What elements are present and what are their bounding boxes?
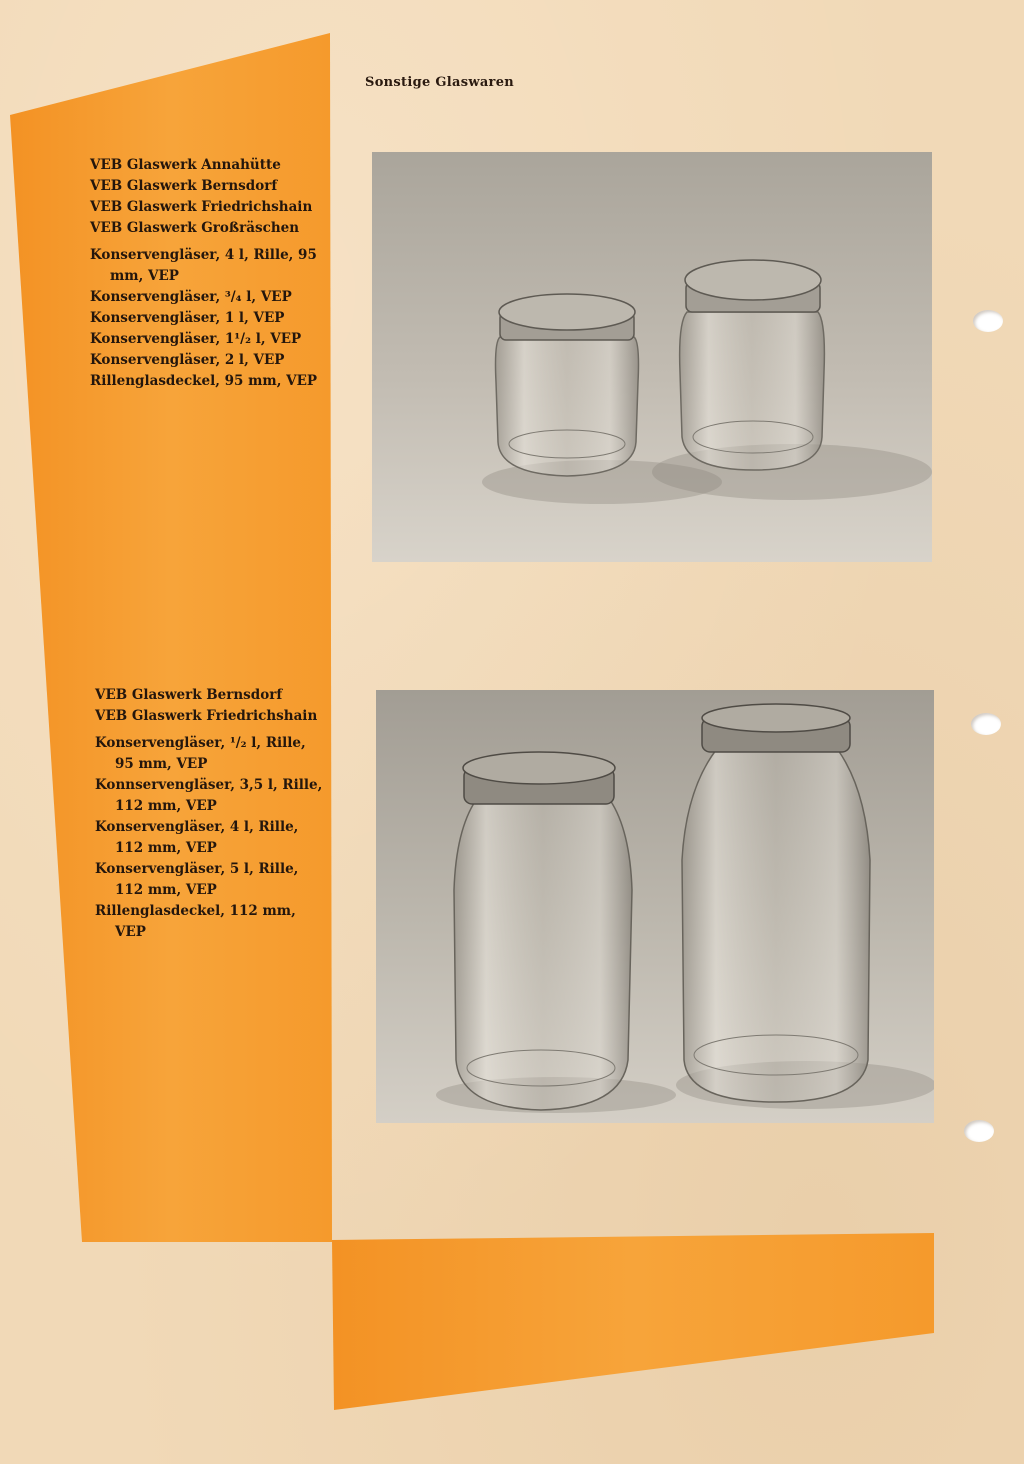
product-item: Konservengläser, 1¹/₂ l, VEP <box>90 331 302 347</box>
jar-photo-large <box>376 690 934 1123</box>
product-item: Konservengläser, 5 l, Rille, 112 mm, VEP <box>95 861 299 898</box>
product-item: Konservengläser, ¹/₂ l, Rille, 95 mm, VEP <box>95 735 306 772</box>
punch-hole <box>973 310 1003 332</box>
product-item: Konservengläser, 1 l, VEP <box>90 310 285 326</box>
company-name: VEB Glaswerk Annahütte <box>90 157 281 173</box>
product-list-2 <box>95 685 325 943</box>
punch-hole <box>971 713 1001 735</box>
company-name: VEB Glaswerk Bernsdorf <box>90 178 278 194</box>
jar-large-right <box>682 704 870 1102</box>
jar-photo-small <box>372 152 932 562</box>
jar-small-left <box>496 294 639 476</box>
company-name: VEB Glaswerk Bernsdorf <box>95 687 283 703</box>
company-name: VEB Glaswerk Friedrichshain <box>90 199 313 215</box>
product-item: Konservengläser, ³/₄ l, VEP <box>90 289 292 305</box>
company-name: VEB Glaswerk Friedrichshain <box>95 708 318 724</box>
punch-hole <box>964 1120 994 1142</box>
jar-large-left <box>454 752 632 1110</box>
product-item: Konnservengläser, 3,5 l, Rille, 112 mm, VEP <box>95 777 323 814</box>
page-title: Sonstige Glaswaren <box>365 75 515 90</box>
jar-small-right <box>680 260 825 470</box>
company-name: VEB Glaswerk Großräschen <box>90 220 300 236</box>
orange-bottom-panel <box>332 1233 934 1410</box>
product-item: Konservengläser, 2 l, VEP <box>90 352 285 368</box>
product-item: Konservengläser, 4 l, Rille, 95 mm, VEP <box>90 247 317 284</box>
product-item: Konservengläser, 4 l, Rille, 112 mm, VEP <box>95 819 299 856</box>
product-item: Rillenglasdeckel, 95 mm, VEP <box>90 373 318 389</box>
product-item: Rillenglasdeckel, 112 mm, VEP <box>95 903 296 940</box>
product-list-1 <box>90 155 325 392</box>
